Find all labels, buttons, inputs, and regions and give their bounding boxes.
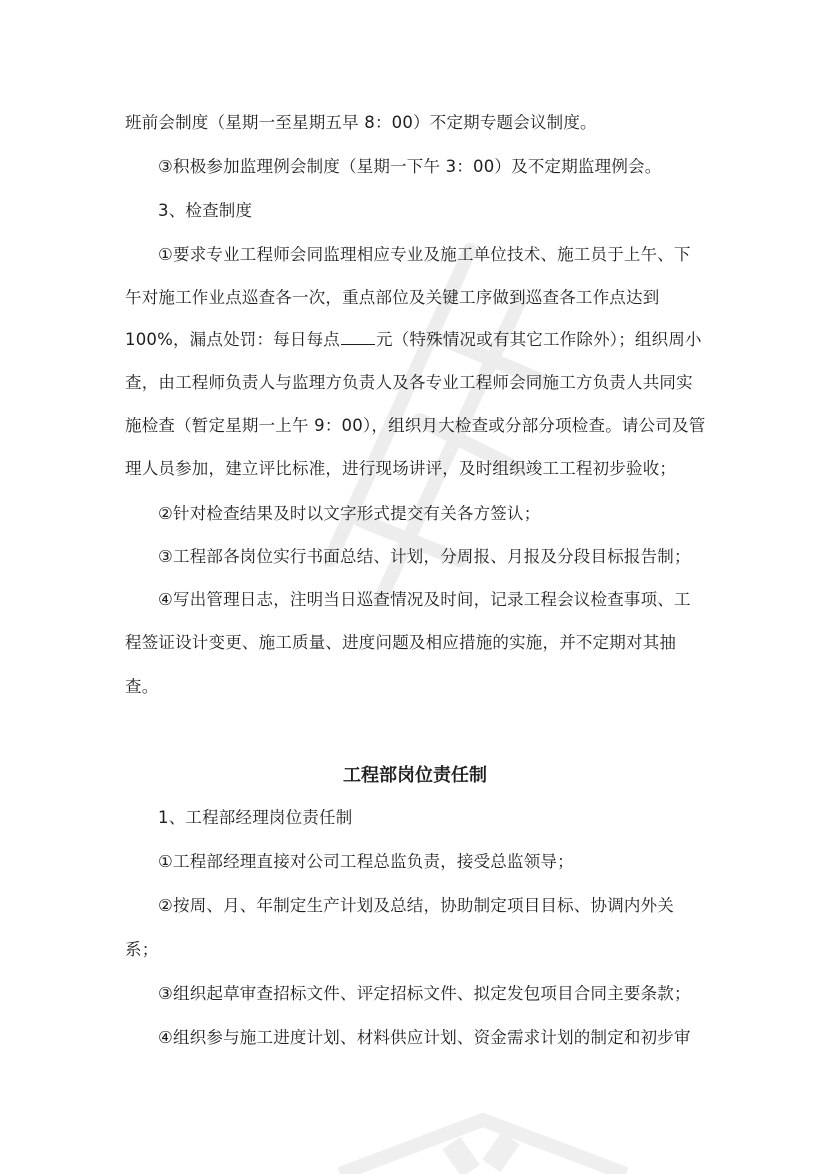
paragraph-line: ③工程部各岗位实行书面总结、计划，分周报、月报及分段目标报告制； xyxy=(158,547,691,566)
text-segment: 100%，漏点处罚：每日每点 xyxy=(125,330,340,349)
paragraph-line: 施检查（暂定星期一上午 9：00），组织月大检查或分部分项检查。请公司及管 xyxy=(125,416,706,435)
paragraph-line: 午对施工作业点巡查各一次，重点部位及关键工序做到巡查各工作点达到 xyxy=(125,288,660,307)
paragraph-line: ③积极参加监理例会制度（星期一下午 3：00）及不定期监理例会。 xyxy=(158,157,662,176)
section-subheading: 1、工程部经理岗位责任制 xyxy=(158,808,353,827)
section-heading: 工程部岗位责任制 xyxy=(343,765,487,786)
paragraph-line: ①要求专业工程师会同监理相应专业及施工单位技术、施工员于上午、下 xyxy=(158,245,691,264)
paragraph-line: 查，由工程师负责人与监理方负责人及各专业工程师会同施工方负责人共同实 xyxy=(125,373,693,392)
fill-in-blank xyxy=(341,330,375,345)
paragraph-line: ②按周、月、年制定生产计划及总结，协助制定项目目标、协调内外关 xyxy=(158,896,674,915)
paragraph-line: ④写出管理日志，注明当日巡查情况及时间，记录工程会议检查事项、工 xyxy=(158,590,691,609)
paragraph-line: ④组织参与施工进度计划、材料供应计划、资金需求计划的制定和初步审 xyxy=(158,1028,691,1047)
text-segment: 元（特殊情况或有其它工作除外）；组织周小 xyxy=(375,330,702,349)
paragraph-line: 程签证设计变更、施工质量、进度问题及相应措施的实施，并不定期对其抽 xyxy=(125,633,677,652)
paragraph-line: 理人员参加，建立评比标准，进行现场讲评，及时组织竣工工程初步验收； xyxy=(125,459,677,478)
paragraph-line: ①工程部经理直接对公司工程总监负责，接受总监领导； xyxy=(158,852,574,871)
paragraph-line-with-blank xyxy=(125,329,702,351)
paragraph-line: 查。 xyxy=(125,677,159,696)
paragraph-line: 系； xyxy=(125,940,159,959)
paragraph-line: 班前会制度（星期一至星期五早 8：00）不定期专题会议制度。 xyxy=(125,113,597,132)
paragraph-line: ③组织起草审查招标文件、评定招标文件、拟定发包项目合同主要条款； xyxy=(158,984,691,1003)
paragraph-line: ②针对检查结果及时以文字形式提交有关各方签认； xyxy=(158,504,541,523)
section-subheading: 3、检查制度 xyxy=(158,201,253,220)
